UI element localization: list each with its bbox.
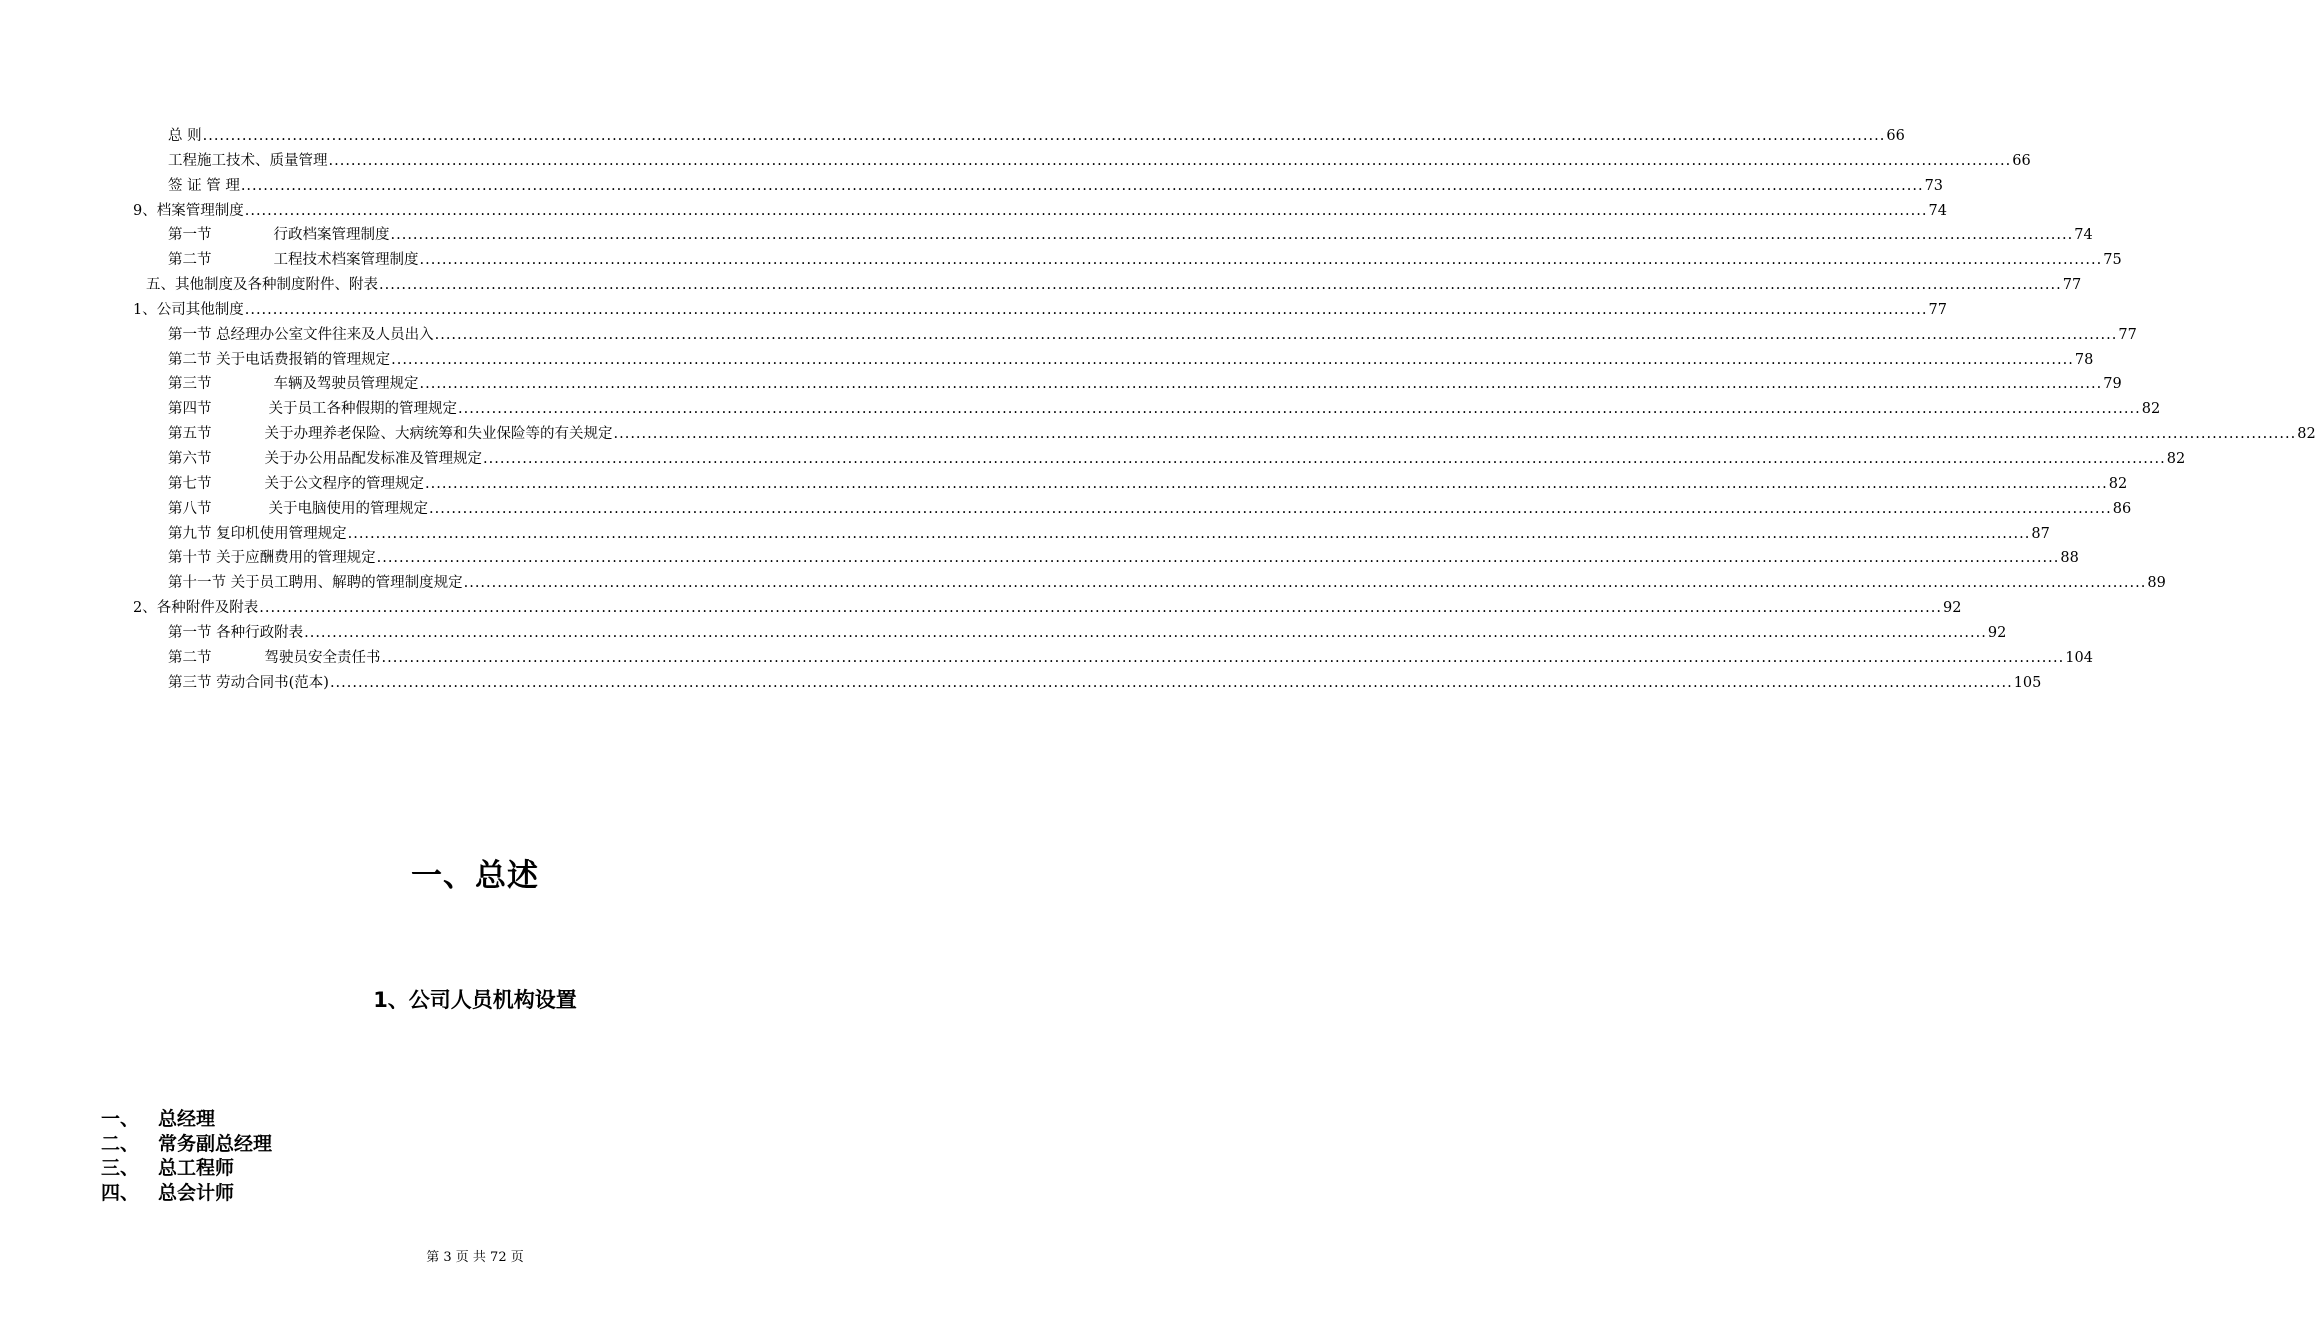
toc-leader: ............................................................................................................................................................................................................................................................................................................	[304, 624, 1987, 641]
toc-entry[interactable]	[0, 273, 2082, 298]
toc-entry[interactable]	[0, 248, 2122, 273]
toc-entry-sublabel: 行政档案管理制度	[273, 227, 390, 244]
toc-entry[interactable]	[0, 323, 2137, 348]
toc-entry-label: 第四节	[168, 401, 212, 418]
toc-leader: ............................................................................................................................................................................................................................................................................................................	[328, 152, 2012, 169]
table-of-contents	[0, 124, 2316, 695]
toc-entry[interactable]	[0, 571, 2166, 596]
toc-entry-label: 签 证 管 理	[168, 177, 240, 194]
toc-entry[interactable]	[0, 621, 2007, 646]
toc-entry-label: 2、各种附件及附表	[133, 600, 259, 617]
list-item	[101, 1181, 272, 1206]
toc-leader: ............................................................................................................................................................................................................................................................................................................	[419, 252, 2103, 269]
toc-entry-label: 第二节	[168, 252, 212, 269]
toc-page-number: 82	[2297, 426, 2316, 443]
subsection-heading: 1、公司人员机构设置	[373, 988, 577, 1012]
toc-entry-sublabel: 工程技术档案管理制度	[273, 252, 419, 269]
toc-page-number: 78	[2074, 351, 2094, 368]
toc-page-number: 79	[2103, 376, 2122, 393]
toc-page-number: 74	[2074, 227, 2093, 244]
toc-leader: ............................................................................................................................................................................................................................................................................................................	[347, 525, 2031, 542]
toc-page-number: 105	[2013, 674, 2042, 691]
toc-entry-label: 第九节 复印机使用管理规定	[168, 525, 347, 542]
toc-page-number: 73	[1924, 177, 1944, 194]
toc-entry[interactable]	[0, 149, 2031, 174]
toc-page-number: 82	[2166, 450, 2186, 467]
toc-entry[interactable]	[0, 397, 2161, 422]
list-item-label: 总工程师	[158, 1157, 235, 1180]
toc-entry[interactable]	[0, 199, 1947, 224]
toc-entry[interactable]	[0, 472, 2128, 497]
toc-entry-label: 工程施工技术、质量管理	[168, 152, 328, 169]
toc-entry[interactable]	[0, 671, 2042, 696]
toc-entry-label: 第一节 各种行政附表	[168, 624, 304, 641]
toc-leader: ............................................................................................................................................................................................................................................................................................................	[376, 550, 2060, 567]
toc-leader: ............................................................................................................................................................................................................................................................................................................	[379, 277, 2062, 294]
list-item-number: 一、	[101, 1108, 140, 1130]
toc-entry-label: 9、档案管理制度	[133, 202, 244, 219]
toc-page-number: 74	[1928, 202, 1947, 219]
toc-page-number: 82	[2108, 475, 2128, 492]
toc-entry[interactable]	[0, 298, 1947, 323]
toc-page-number: 77	[2062, 277, 2082, 294]
toc-page-number: 86	[2112, 500, 2132, 517]
toc-leader: ............................................................................................................................................................................................................................................................................................................	[425, 475, 2108, 492]
toc-leader: ............................................................................................................................................................................................................................................................................................................	[381, 649, 2065, 666]
toc-entry-sublabel: 车辆及驾驶员管理规定	[273, 376, 419, 393]
toc-entry-label: 第二节	[168, 649, 212, 666]
toc-entry-label: 第十一节 关于员工聘用、解聘的管理制度规定	[168, 575, 463, 592]
list-item-label: 总经理	[158, 1108, 216, 1130]
toc-entry[interactable]	[0, 174, 1944, 199]
toc-entry[interactable]	[0, 497, 2132, 522]
toc-entry-label: 第六节	[168, 450, 212, 467]
toc-page-number: 77	[1928, 301, 1947, 318]
toc-entry-sublabel: 关于公文程序的管理规定	[264, 475, 424, 492]
toc-entry-sublabel: 驾驶员安全责任书	[264, 649, 381, 666]
toc-page-number: 92	[1987, 624, 2007, 641]
toc-entry-label: 总 则	[168, 128, 202, 144]
toc-entry[interactable]	[0, 124, 1905, 149]
toc-leader: ............................................................................................................................................................................................................................................................................................................	[429, 500, 2112, 517]
list-item-number: 二、	[101, 1132, 140, 1155]
list-item	[101, 1107, 272, 1132]
page-footer: 第 3 页 共 72 页	[426, 1250, 524, 1265]
toc-page-number: 92	[1942, 600, 1962, 617]
toc-entry-label: 五、其他制度及各种制度附件、附表	[146, 277, 378, 294]
toc-entry-label: 第二节 关于电话费报销的管理规定	[168, 351, 391, 368]
toc-leader: ............................................................................................................................................................................................................................................................................................................	[329, 674, 2013, 691]
toc-leader: ............................................................................................................................................................................................................................................................................................................	[240, 177, 1924, 194]
toc-leader: ............................................................................................................................................................................................................................................................................................................	[391, 351, 2074, 368]
toc-entry-label: 第五节	[168, 426, 212, 443]
toc-entry[interactable]	[0, 447, 2186, 472]
toc-page-number: 66	[2012, 152, 2031, 169]
toc-entry-label: 第八节	[168, 500, 212, 517]
toc-entry-label: 第三节 劳动合同书(范本)	[168, 674, 329, 691]
toc-leader: ............................................................................................................................................................................................................................................................................................................	[483, 450, 2166, 467]
toc-leader: ............................................................................................................................................................................................................................................................................................................	[244, 202, 1928, 219]
toc-page-number: 88	[2060, 550, 2079, 567]
toc-entry-label: 1、公司其他制度	[133, 301, 244, 318]
toc-leader: ............................................................................................................................................................................................................................................................................................................	[613, 426, 2297, 443]
toc-entry-label: 第一节	[168, 227, 212, 244]
toc-page-number: 89	[2147, 575, 2166, 592]
list-item	[101, 1132, 272, 1157]
toc-entry[interactable]	[0, 522, 2050, 547]
toc-page-number: 82	[2141, 401, 2161, 418]
toc-page-number: 66	[1886, 128, 1905, 144]
toc-entry-label: 第三节	[168, 376, 212, 393]
toc-entry[interactable]	[0, 372, 2122, 397]
section-heading: 一、总述	[411, 858, 539, 894]
toc-leader: ............................................................................................................................................................................................................................................................................................................	[244, 301, 1928, 318]
toc-entry-label: 第十节 关于应酬费用的管理规定	[168, 550, 376, 567]
toc-entry[interactable]	[0, 596, 1962, 621]
role-list	[101, 1107, 272, 1206]
toc-page-number: 75	[2103, 252, 2122, 269]
toc-entry-sublabel: 关于员工各种假期的管理规定	[268, 401, 457, 418]
list-item-number: 三、	[101, 1157, 140, 1180]
list-item	[101, 1156, 272, 1181]
toc-page-number: 104	[2065, 649, 2093, 666]
toc-entry-sublabel: 关于办公用品配发标准及管理规定	[264, 450, 482, 467]
toc-leader: ............................................................................................................................................................................................................................................................................................................	[202, 128, 1886, 144]
toc-entry-sublabel: 关于办理养老保险、大病统筹和失业保险等的有关规定	[264, 426, 613, 443]
toc-entry-label: 第一节 总经理办公室文件往来及人员出入	[168, 326, 434, 343]
toc-entry-label: 第七节	[168, 475, 212, 492]
toc-leader: ............................................................................................................................................................................................................................................................................................................	[458, 401, 2141, 418]
toc-entry-sublabel: 关于电脑使用的管理规定	[268, 500, 428, 517]
toc-entry[interactable]	[0, 223, 2093, 248]
toc-page-number: 77	[2118, 326, 2137, 343]
toc-leader: ............................................................................................................................................................................................................................................................................................................	[463, 575, 2147, 592]
toc-entry[interactable]	[0, 422, 2316, 447]
toc-leader: ............................................................................................................................................................................................................................................................................................................	[434, 326, 2118, 343]
toc-leader: ............................................................................................................................................................................................................................................................................................................	[419, 376, 2103, 393]
list-item-label: 常务副总经理	[158, 1132, 273, 1155]
toc-entry[interactable]	[0, 546, 2079, 571]
toc-entry[interactable]	[0, 646, 2093, 671]
toc-leader: ............................................................................................................................................................................................................................................................................................................	[390, 227, 2074, 244]
toc-leader: ............................................................................................................................................................................................................................................................................................................	[259, 600, 1942, 617]
toc-page-number: 87	[2031, 525, 2050, 542]
list-item-number: 四、	[101, 1182, 140, 1205]
toc-entry[interactable]	[0, 348, 2094, 373]
list-item-label: 总会计师	[158, 1182, 235, 1205]
